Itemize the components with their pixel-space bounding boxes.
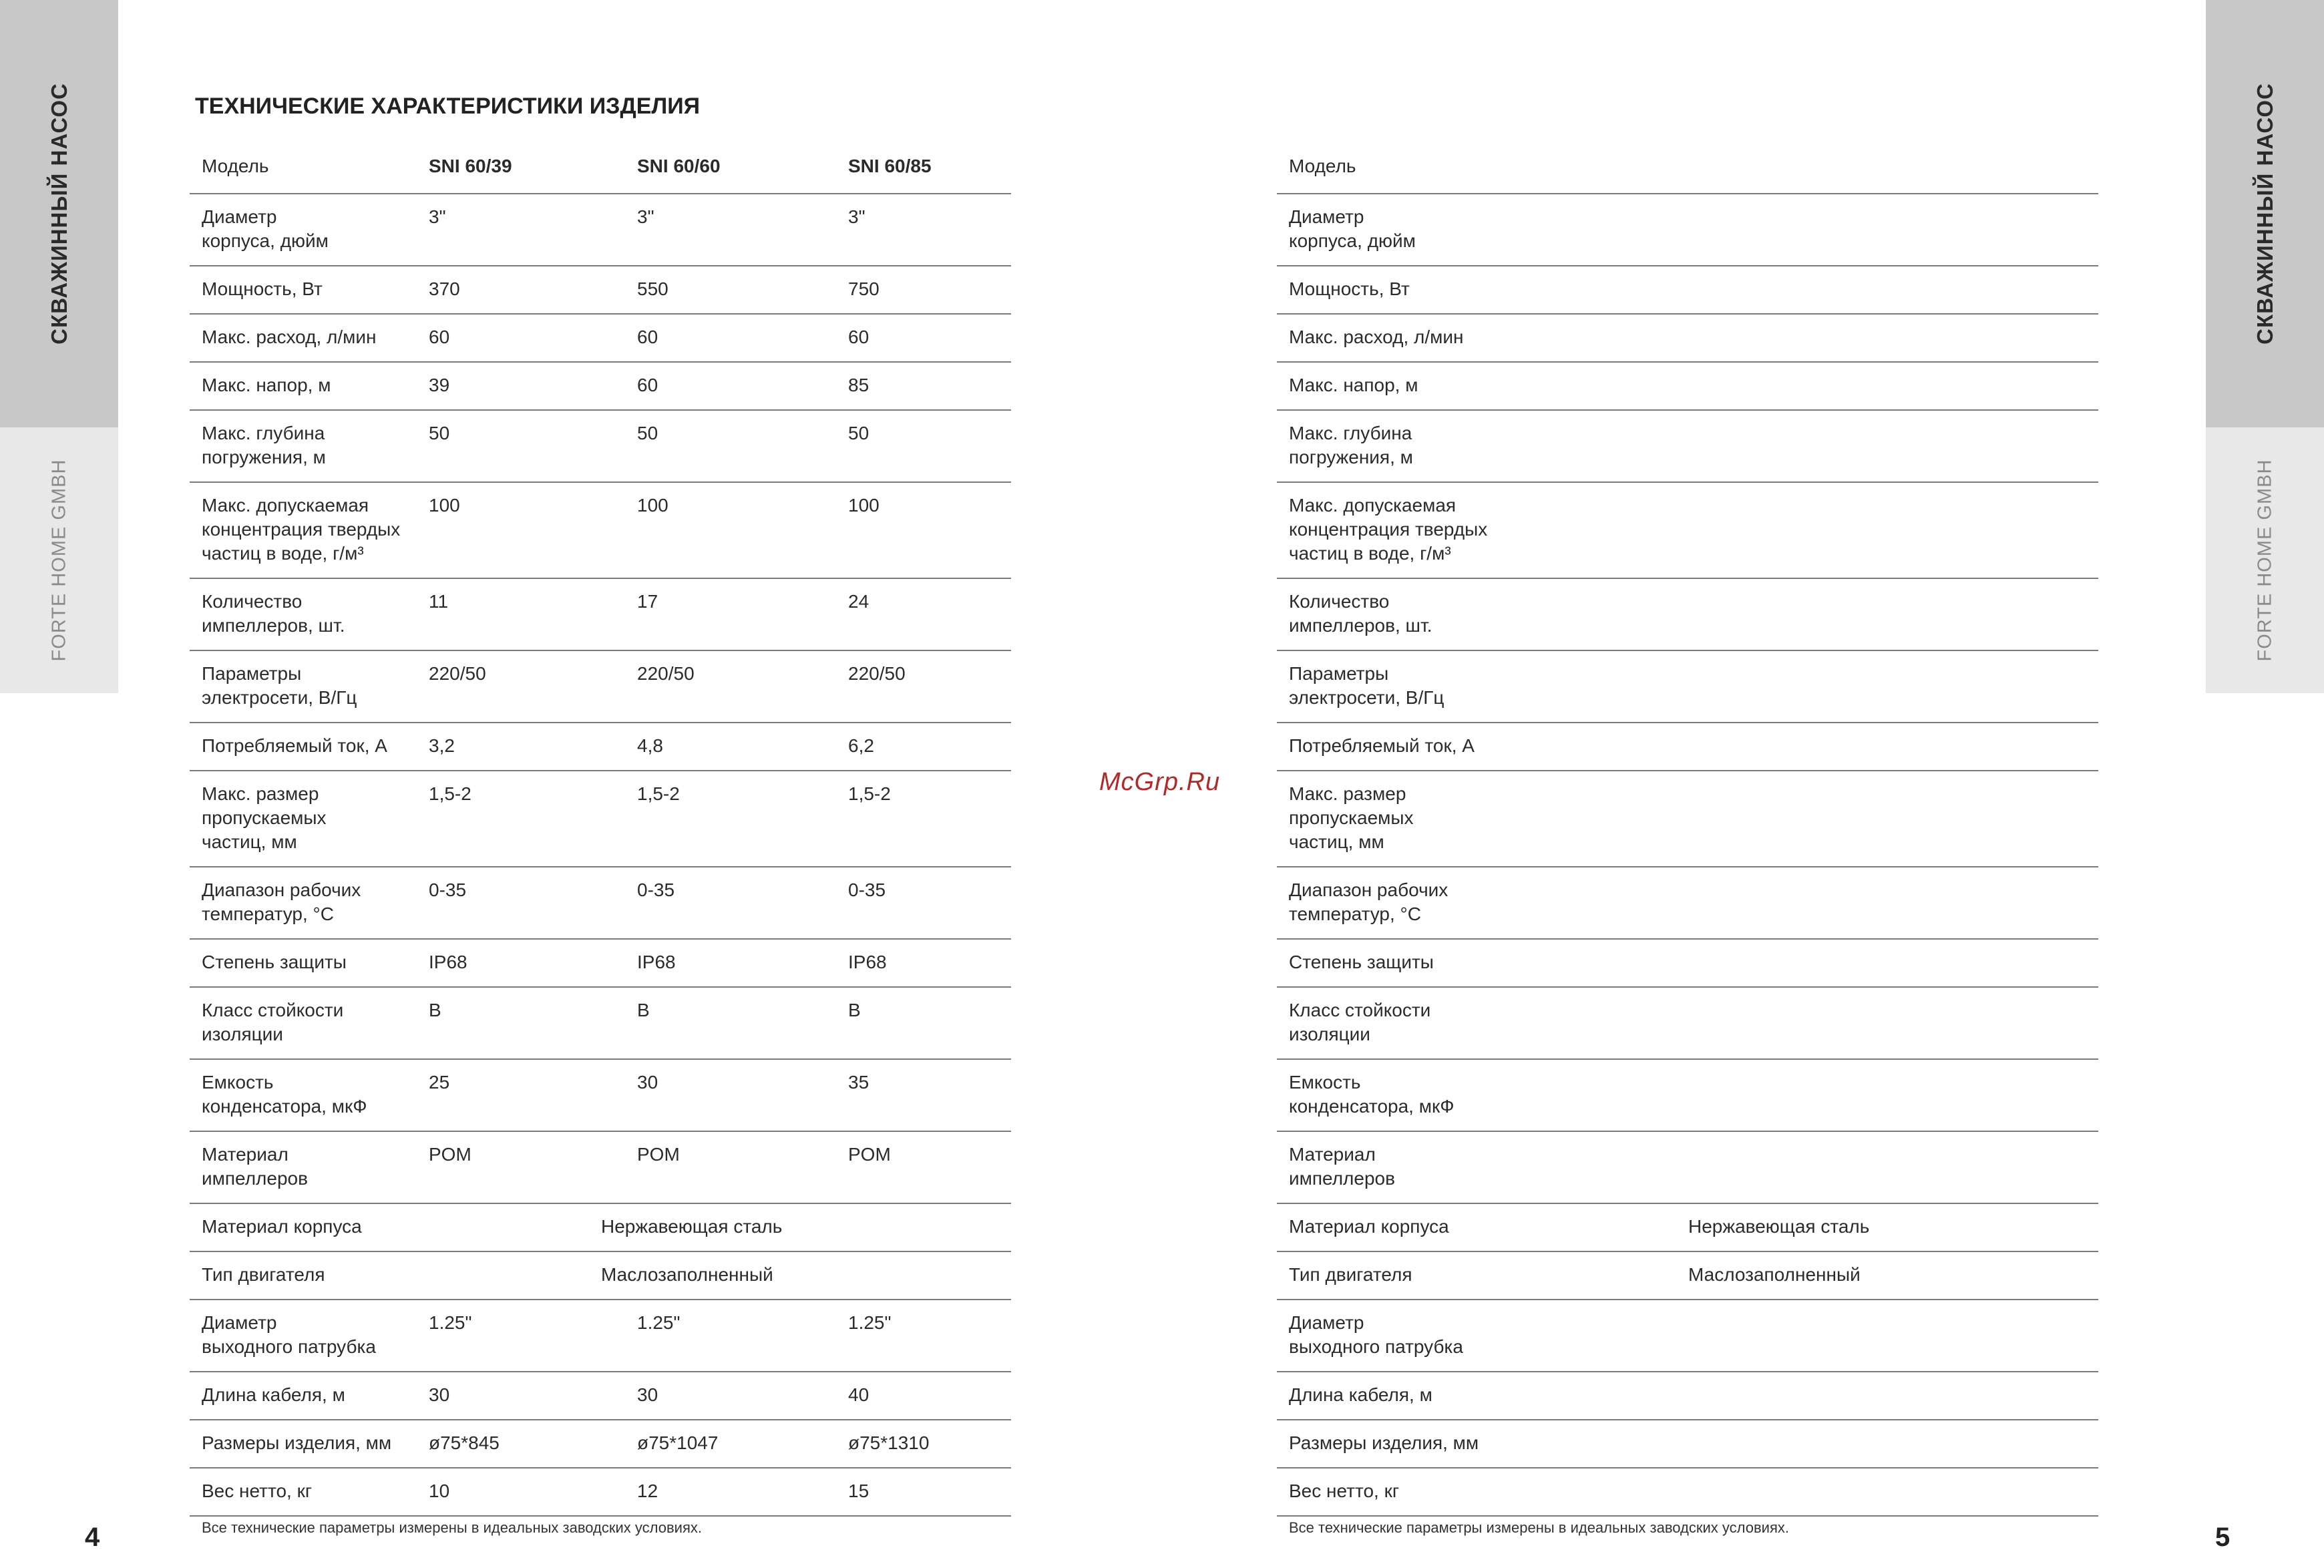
row-value: [1516, 410, 1724, 482]
brand-tab: [2206, 427, 2324, 693]
row-value: 10: [429, 1468, 637, 1516]
row-value: [1724, 1131, 1935, 1203]
row-value: [1724, 939, 1935, 987]
row-value: Маслозаполненный: [1516, 1251, 2098, 1300]
row-value: [1724, 650, 1935, 723]
table-row: [1277, 1300, 2098, 1372]
row-value: [1516, 867, 1724, 939]
spec-table-right: [1277, 146, 2098, 1517]
table-row: [1277, 578, 2098, 650]
table-row: [190, 1059, 1011, 1131]
row-value: [1935, 1059, 2098, 1131]
row-label: Макс. глубина погружения, м: [1277, 410, 1516, 482]
row-value: [1516, 1372, 1724, 1420]
row-value: [1724, 771, 1935, 867]
row-value: 39: [429, 362, 637, 410]
table-row: [190, 723, 1011, 771]
row-label: Параметры электросети, В/Гц: [1277, 650, 1516, 723]
row-value: 1.25": [848, 1300, 1011, 1372]
table-row: [1277, 939, 2098, 987]
row-value: Нержавеющая сталь: [1516, 1203, 2098, 1251]
row-value: [1724, 723, 1935, 771]
table-row: [190, 266, 1011, 314]
row-value: [1935, 482, 2098, 578]
table-row: [190, 1131, 1011, 1203]
row-value: 100: [637, 482, 848, 578]
row-value: 220/50: [429, 650, 637, 723]
table-row: [1277, 867, 2098, 939]
row-label: Материал импеллеров: [190, 1131, 429, 1203]
table-row: [190, 771, 1011, 867]
row-value: 220/50: [637, 650, 848, 723]
row-value: [1935, 939, 2098, 987]
table-row: [1277, 1420, 2098, 1468]
section-tab: [2206, 0, 2324, 427]
row-label: Степень защиты: [1277, 939, 1516, 987]
row-label: Потребляемый ток, А: [190, 723, 429, 771]
row-value: [1516, 578, 1724, 650]
row-label: Диаметр корпуса, дюйм: [1277, 194, 1516, 266]
row-value: POM: [848, 1131, 1011, 1203]
table-row: [190, 987, 1011, 1059]
spec-table-left: [190, 146, 1011, 1517]
row-value: 1,5-2: [637, 771, 848, 867]
row-value: 0-35: [848, 867, 1011, 939]
brand-tab: [0, 427, 118, 693]
row-value: [1935, 1300, 2098, 1372]
table-row: [1277, 1203, 2098, 1251]
row-value: [1724, 1300, 1935, 1372]
row-label: Размеры изделия, мм: [190, 1420, 429, 1468]
row-label: Потребляемый ток, А: [1277, 723, 1516, 771]
brand-name: FORTE HOME GMBH: [48, 459, 69, 662]
row-value: ø75*845: [429, 1420, 637, 1468]
row-value: [1516, 987, 1724, 1059]
row-value: [1935, 578, 2098, 650]
row-value: [1724, 1420, 1935, 1468]
row-value: POM: [429, 1131, 637, 1203]
row-value: B: [429, 987, 637, 1059]
row-value: IP68: [848, 939, 1011, 987]
model-name: SNI 60/60: [637, 146, 848, 194]
row-label: Класс стойкости изоляции: [190, 987, 429, 1059]
row-value: [1724, 578, 1935, 650]
row-value: [1724, 266, 1935, 314]
row-label: Материал корпуса: [190, 1203, 429, 1251]
table-row: [1277, 650, 2098, 723]
row-value: 60: [429, 314, 637, 362]
model-name: [1935, 146, 2098, 194]
row-value: 0-35: [637, 867, 848, 939]
model-name: SNI 60/39: [429, 146, 637, 194]
row-value: 6,2: [848, 723, 1011, 771]
row-value: 25: [429, 1059, 637, 1131]
row-value: B: [637, 987, 848, 1059]
row-label: Класс стойкости изоляции: [1277, 987, 1516, 1059]
row-value: 11: [429, 578, 637, 650]
row-value: [1935, 362, 2098, 410]
row-label: Диапазон рабочих температур, °С: [190, 867, 429, 939]
row-value: 220/50: [848, 650, 1011, 723]
row-value: [1516, 1300, 1724, 1372]
table-row: [190, 1468, 1011, 1516]
row-value: [1935, 1131, 2098, 1203]
table-row: [1277, 1131, 2098, 1203]
row-value: [1724, 987, 1935, 1059]
row-label: Диаметр выходного патрубка: [190, 1300, 429, 1372]
row-label: Макс. размер пропускаемых частиц, мм: [1277, 771, 1516, 867]
table-row: [190, 1251, 1011, 1300]
page-number-right: 5: [2215, 1523, 2231, 1552]
row-value: 3": [637, 194, 848, 266]
row-value: 1.25": [429, 1300, 637, 1372]
row-value: [1724, 194, 1935, 266]
row-value: [1935, 771, 2098, 867]
table-row: [190, 1372, 1011, 1420]
row-label: Вес нетто, кг: [1277, 1468, 1516, 1516]
row-value: 30: [637, 1059, 848, 1131]
row-value: [1935, 1420, 2098, 1468]
row-label: Длина кабеля, м: [190, 1372, 429, 1420]
row-label: Диаметр корпуса, дюйм: [190, 194, 429, 266]
row-value: [1724, 867, 1935, 939]
table-row: [190, 1300, 1011, 1372]
row-value: [1724, 1468, 1935, 1516]
row-value: 40: [848, 1372, 1011, 1420]
row-label: Макс. допускаемая концентрация твердых частиц в воде, г/м³: [1277, 482, 1516, 578]
row-value: 30: [637, 1372, 848, 1420]
row-value: 3": [848, 194, 1011, 266]
row-value: [1935, 987, 2098, 1059]
row-value: 750: [848, 266, 1011, 314]
row-value: [1935, 410, 2098, 482]
row-value: IP68: [429, 939, 637, 987]
row-value: [1724, 362, 1935, 410]
row-value: [1516, 1059, 1724, 1131]
row-label: Степень защиты: [190, 939, 429, 987]
row-value: [1935, 194, 2098, 266]
table-row: [190, 939, 1011, 987]
row-value: Маслозаполненный: [429, 1251, 1011, 1300]
table-row: [1277, 723, 2098, 771]
row-value: [1724, 1372, 1935, 1420]
row-value: 1,5-2: [848, 771, 1011, 867]
table-row: [190, 867, 1011, 939]
row-value: [1516, 771, 1724, 867]
row-value: 24: [848, 578, 1011, 650]
row-label: Материал корпуса: [1277, 1203, 1516, 1251]
table-row: [190, 578, 1011, 650]
row-value: [1724, 410, 1935, 482]
row-value: 12: [637, 1468, 848, 1516]
row-value: [1516, 1131, 1724, 1203]
table-header-row: [190, 146, 1011, 194]
table-row: [1277, 1251, 2098, 1300]
row-value: [1516, 1420, 1724, 1468]
row-value: 3,2: [429, 723, 637, 771]
watermark: McGrp.Ru: [1099, 768, 1221, 796]
table-row: [1277, 362, 2098, 410]
model-name: SNI 60/85: [848, 146, 1011, 194]
table-row: [1277, 266, 2098, 314]
row-value: [1516, 362, 1724, 410]
row-value: 17: [637, 578, 848, 650]
table-row: [1277, 314, 2098, 362]
row-value: 100: [848, 482, 1011, 578]
row-label: Диапазон рабочих температур, °С: [1277, 867, 1516, 939]
table-row: [1277, 482, 2098, 578]
row-value: [1935, 314, 2098, 362]
footnote-right: Все технические параметры измерены в идеальных заводских условиях.: [1289, 1519, 1789, 1536]
table-row: [1277, 194, 2098, 266]
row-value: 50: [429, 410, 637, 482]
table-row: [1277, 987, 2098, 1059]
row-label: Параметры электросети, В/Гц: [190, 650, 429, 723]
row-label: Количество импеллеров, шт.: [1277, 578, 1516, 650]
row-value: 1.25": [637, 1300, 848, 1372]
row-label: Тип двигателя: [190, 1251, 429, 1300]
row-label: Материал импеллеров: [1277, 1131, 1516, 1203]
table-row: [1277, 410, 2098, 482]
section-title: СКВАЖИННЫЙ НАСОС: [46, 83, 71, 345]
row-value: 60: [637, 362, 848, 410]
row-value: [1516, 1468, 1724, 1516]
row-value: 35: [848, 1059, 1011, 1131]
row-value: Нержавеющая сталь: [429, 1203, 1011, 1251]
row-label: Длина кабеля, м: [1277, 1372, 1516, 1420]
table-row: [190, 410, 1011, 482]
section-title: СКВАЖИННЫЙ НАСОС: [2252, 83, 2277, 345]
page-title: ТЕХНИЧЕСКИЕ ХАРАКТЕРИСТИКИ ИЗДЕЛИЯ: [195, 93, 701, 119]
table-row: [190, 1203, 1011, 1251]
table-row: [1277, 771, 2098, 867]
model-label: Модель: [1277, 146, 1516, 194]
row-value: [1935, 1372, 2098, 1420]
row-value: 50: [637, 410, 848, 482]
table-row: [190, 482, 1011, 578]
row-value: 85: [848, 362, 1011, 410]
brand-name: FORTE HOME GMBH: [2254, 459, 2275, 662]
row-value: ø75*1310: [848, 1420, 1011, 1468]
row-label: Емкость конденсатора, мкФ: [1277, 1059, 1516, 1131]
row-label: Макс. напор, м: [1277, 362, 1516, 410]
row-value: ø75*1047: [637, 1420, 848, 1468]
row-value: [1935, 867, 2098, 939]
row-value: [1724, 1059, 1935, 1131]
model-label: Модель: [190, 146, 429, 194]
row-value: [1935, 1468, 2098, 1516]
page-number-left: 4: [85, 1523, 100, 1552]
table-row: [190, 1420, 1011, 1468]
row-value: 100: [429, 482, 637, 578]
row-value: [1724, 482, 1935, 578]
row-value: 0-35: [429, 867, 637, 939]
row-label: Макс. размер пропускаемых частиц, мм: [190, 771, 429, 867]
row-value: 60: [848, 314, 1011, 362]
row-value: 50: [848, 410, 1011, 482]
row-label: Емкость конденсатора, мкФ: [190, 1059, 429, 1131]
model-name: [1516, 146, 1724, 194]
row-value: 30: [429, 1372, 637, 1420]
row-label: Макс. допускаемая концентрация твердых частиц в воде, г/м³: [190, 482, 429, 578]
table-row: [1277, 1059, 2098, 1131]
row-value: POM: [637, 1131, 848, 1203]
row-label: Макс. напор, м: [190, 362, 429, 410]
row-value: [1935, 723, 2098, 771]
table-row: [190, 314, 1011, 362]
section-tab: [0, 0, 118, 427]
row-label: Мощность, Вт: [1277, 266, 1516, 314]
table-row: [1277, 1468, 2098, 1516]
row-label: Макс. глубина погружения, м: [190, 410, 429, 482]
row-value: [1516, 650, 1724, 723]
row-label: Мощность, Вт: [190, 266, 429, 314]
row-value: [1516, 194, 1724, 266]
row-value: [1516, 314, 1724, 362]
row-value: 4,8: [637, 723, 848, 771]
row-label: Макс. расход, л/мин: [190, 314, 429, 362]
row-value: 1,5-2: [429, 771, 637, 867]
row-value: 370: [429, 266, 637, 314]
row-value: 550: [637, 266, 848, 314]
row-value: [1516, 723, 1724, 771]
row-value: [1935, 266, 2098, 314]
row-value: [1516, 266, 1724, 314]
row-label: Диаметр выходного патрубка: [1277, 1300, 1516, 1372]
row-label: Вес нетто, кг: [190, 1468, 429, 1516]
table-row: [190, 650, 1011, 723]
table-header-row: [1277, 146, 2098, 194]
row-value: 15: [848, 1468, 1011, 1516]
row-label: Количество импеллеров, шт.: [190, 578, 429, 650]
row-value: [1516, 482, 1724, 578]
row-value: [1516, 939, 1724, 987]
row-label: Тип двигателя: [1277, 1251, 1516, 1300]
row-label: Размеры изделия, мм: [1277, 1420, 1516, 1468]
model-name: [1724, 146, 1935, 194]
table-row: [190, 362, 1011, 410]
row-value: IP68: [637, 939, 848, 987]
table-row: [1277, 1372, 2098, 1420]
row-label: Макс. расход, л/мин: [1277, 314, 1516, 362]
table-row: [190, 194, 1011, 266]
row-value: B: [848, 987, 1011, 1059]
row-value: [1935, 650, 2098, 723]
row-value: 3": [429, 194, 637, 266]
row-value: 60: [637, 314, 848, 362]
row-value: [1724, 314, 1935, 362]
footnote-left: Все технические параметры измерены в идеальных заводских условиях.: [202, 1519, 702, 1536]
